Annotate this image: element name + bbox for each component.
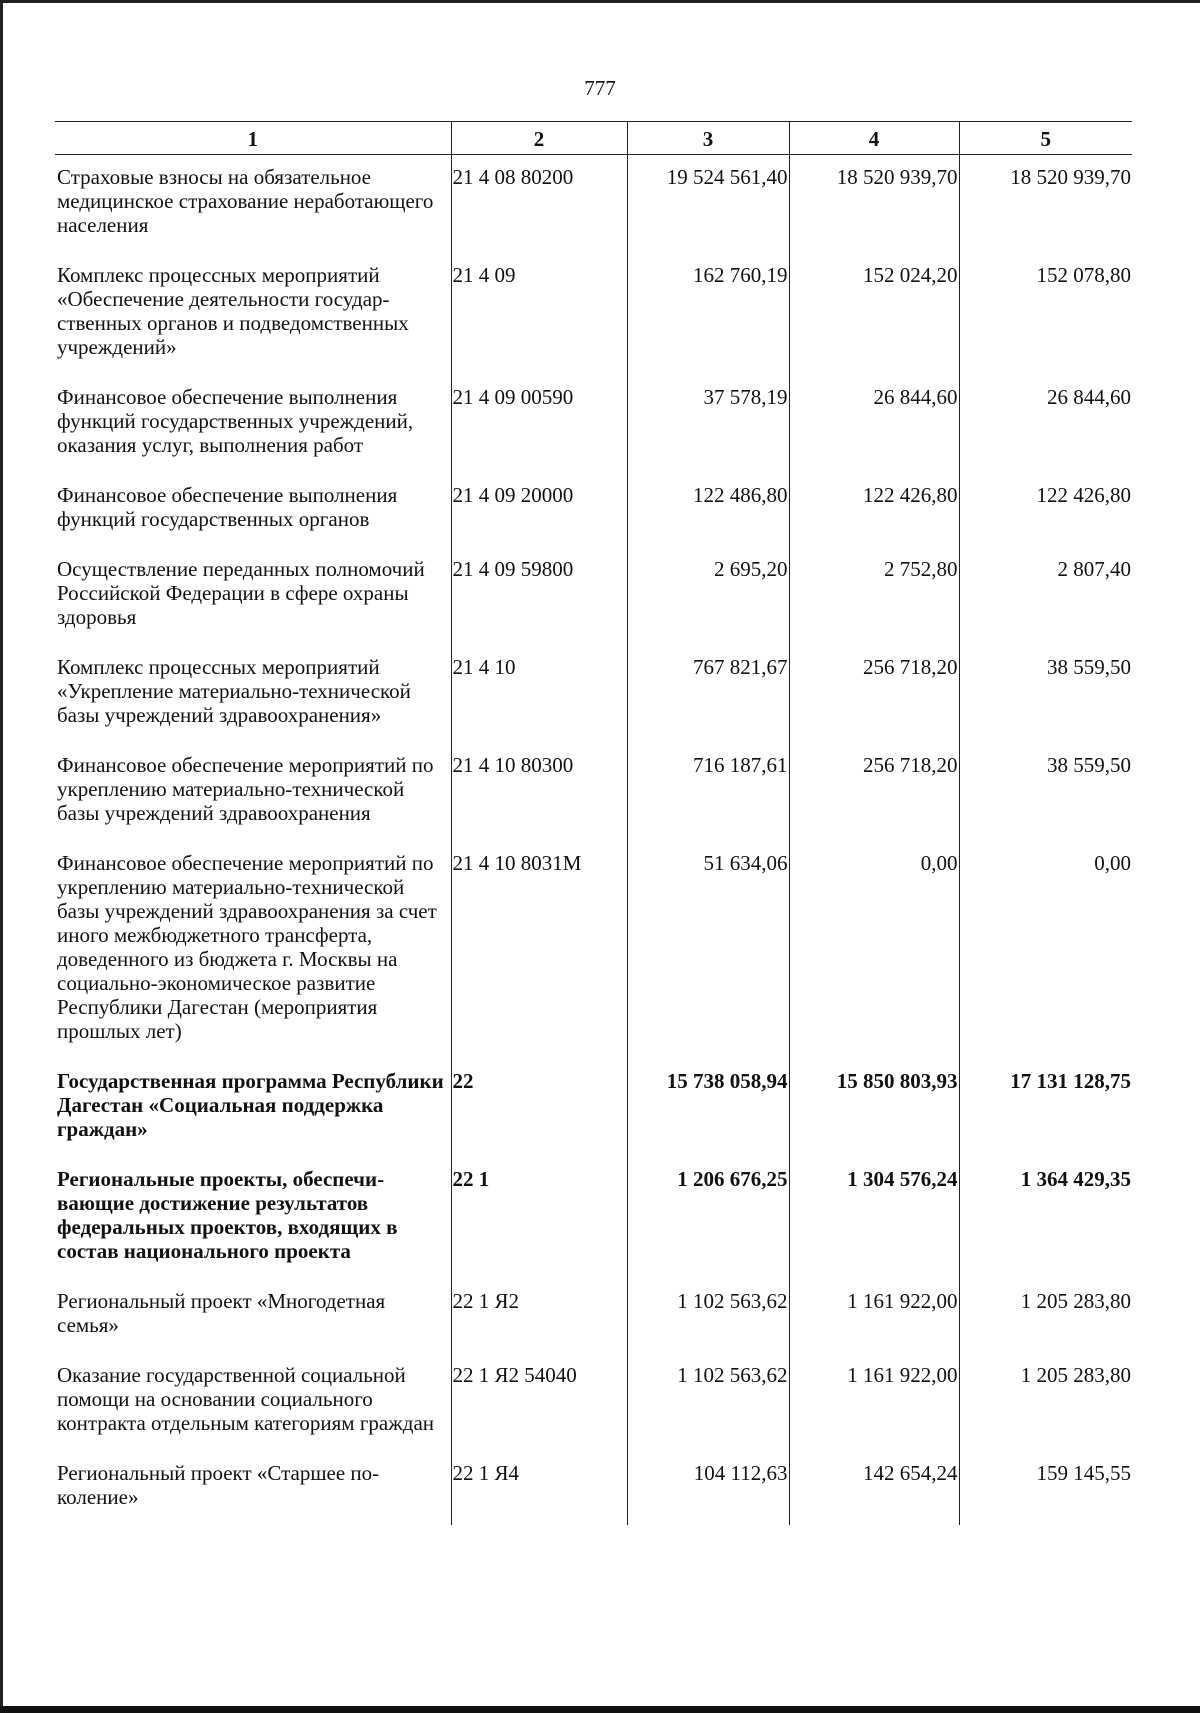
row-value-col4: 0,00 [789,841,959,1059]
row-value-col3: 37 578,19 [627,375,789,473]
row-name: Финансовое обеспечение мероприятий по укреплению материально-технической базы учреждений здравоохранения [57,753,434,825]
row-value-col5: 38 559,50 [959,743,1132,841]
row-name: Комплекс процессных мероприятий «Обеспечение деятельности государственных органов и подведомственных учреждений» [57,263,409,359]
row-code: 21 4 09 00590 [451,375,627,473]
row-code: 21 4 09 20000 [451,473,627,547]
row-value-col5: 1 364 429,35 [959,1157,1132,1279]
scan-edge-bottom [0,1706,1200,1713]
row-value-col5: 17 131 128,75 [959,1059,1132,1157]
table-row [55,1451,1132,1525]
row-value-col5: 152 078,80 [959,253,1132,375]
row-value-col3: 716 187,61 [627,743,789,841]
table-row [55,1157,1132,1279]
row-name: Государственная программа Республики Дагестан «Социальная поддержка граждан» [57,1069,444,1141]
row-value-col5: 159 145,55 [959,1451,1132,1525]
row-value-col5: 38 559,50 [959,645,1132,743]
row-name: Комплекс процессных мероприятий «Укрепление материально-технической базы учреждений здравоохранения» [57,655,411,727]
table-row [55,253,1132,375]
row-name: Финансовое обеспечение мероприятий по укреплению материально-технической базы учреждений здравоохранения за счет иного межбюджетного трансферта, доведенного из бюджета г. Москвы на социально-экономическое развитие Республики Дагестан (мероприятия прошлых лет) [57,851,437,1043]
row-value-col3: 51 634,06 [627,841,789,1059]
row-value-col4: 256 718,20 [789,645,959,743]
row-value-col3: 1 102 563,62 [627,1279,789,1353]
table-row [55,1279,1132,1353]
row-code: 22 1 Я4 [451,1451,627,1525]
row-value-col5: 18 520 939,70 [959,155,1132,254]
row-code: 22 1 [451,1157,627,1279]
row-code: 22 1 Я2 [451,1279,627,1353]
header-col-2: 2 [451,122,627,155]
row-code: 21 4 08 80200 [451,155,627,254]
table-row [55,743,1132,841]
row-name: Финансовое обеспечение выполнения функций государственных органов [57,483,398,531]
row-name: Финансовое обеспечение выполнения функций государственных учреждений, оказания услуг, выполнения работ [57,385,414,457]
table-body [55,155,1132,1526]
row-value-col3: 15 738 058,94 [627,1059,789,1157]
row-value-col3: 2 695,20 [627,547,789,645]
table-row [55,1059,1132,1157]
row-value-col4: 256 718,20 [789,743,959,841]
scan-edge-left [0,0,3,1713]
row-value-col5: 1 205 283,80 [959,1353,1132,1451]
row-value-col3: 1 102 563,62 [627,1353,789,1451]
row-code: 22 1 Я2 54040 [451,1353,627,1451]
row-name: Региональный проект «Старшее поколение» [57,1461,380,1509]
row-code: 21 4 10 80300 [451,743,627,841]
row-value-col3: 1 206 676,25 [627,1157,789,1279]
row-value-col3: 122 486,80 [627,473,789,547]
row-value-col3: 162 760,19 [627,253,789,375]
row-name: Оказание государственной социальной помощи на основании социального контракта отдельным категориям граждан [57,1363,435,1435]
row-value-col4: 26 844,60 [789,375,959,473]
row-value-col4: 2 752,80 [789,547,959,645]
row-value-col3: 767 821,67 [627,645,789,743]
table-row [55,1353,1132,1451]
row-code: 21 4 09 [451,253,627,375]
row-value-col5: 26 844,60 [959,375,1132,473]
table-row [55,841,1132,1059]
page-number: 777 [584,76,616,100]
budget-table [55,121,1132,1525]
scan-edge-top [0,0,1200,3]
row-value-col4: 152 024,20 [789,253,959,375]
row-value-col4: 18 520 939,70 [789,155,959,254]
row-code: 22 [451,1059,627,1157]
row-name: Осуществление переданных полномочий Российской Федерации в сфере охраны здоровья [57,557,425,629]
row-name: Страховые взносы на обязательное медицинское страхование неработающего населения [57,165,434,237]
row-value-col5: 1 205 283,80 [959,1279,1132,1353]
row-value-col3: 104 112,63 [627,1451,789,1525]
row-name: Региональный проект «Многодетная семья» [57,1289,386,1337]
header-col-3: 3 [627,122,789,155]
row-value-col4: 15 850 803,93 [789,1059,959,1157]
header-row [55,122,1132,155]
table-row [55,473,1132,547]
row-name: Региональные проекты, обеспечивающие достижение результатов федеральных проектов, входящих в состав национального проекта [57,1167,398,1263]
table-row [55,375,1132,473]
table-row [55,155,1132,254]
row-code: 21 4 10 8031М [451,841,627,1059]
table-row [55,645,1132,743]
row-value-col5: 122 426,80 [959,473,1132,547]
row-code: 21 4 09 59800 [451,547,627,645]
header-col-5: 5 [959,122,1132,155]
row-value-col4: 122 426,80 [789,473,959,547]
header-col-4: 4 [789,122,959,155]
row-value-col4: 1 304 576,24 [789,1157,959,1279]
row-value-col5: 2 807,40 [959,547,1132,645]
row-code: 21 4 10 [451,645,627,743]
row-value-col3: 19 524 561,40 [627,155,789,254]
row-value-col4: 1 161 922,00 [789,1279,959,1353]
row-value-col5: 0,00 [959,841,1132,1059]
row-value-col4: 142 654,24 [789,1451,959,1525]
header-col-1: 1 [55,122,451,155]
table-row [55,547,1132,645]
row-value-col4: 1 161 922,00 [789,1353,959,1451]
